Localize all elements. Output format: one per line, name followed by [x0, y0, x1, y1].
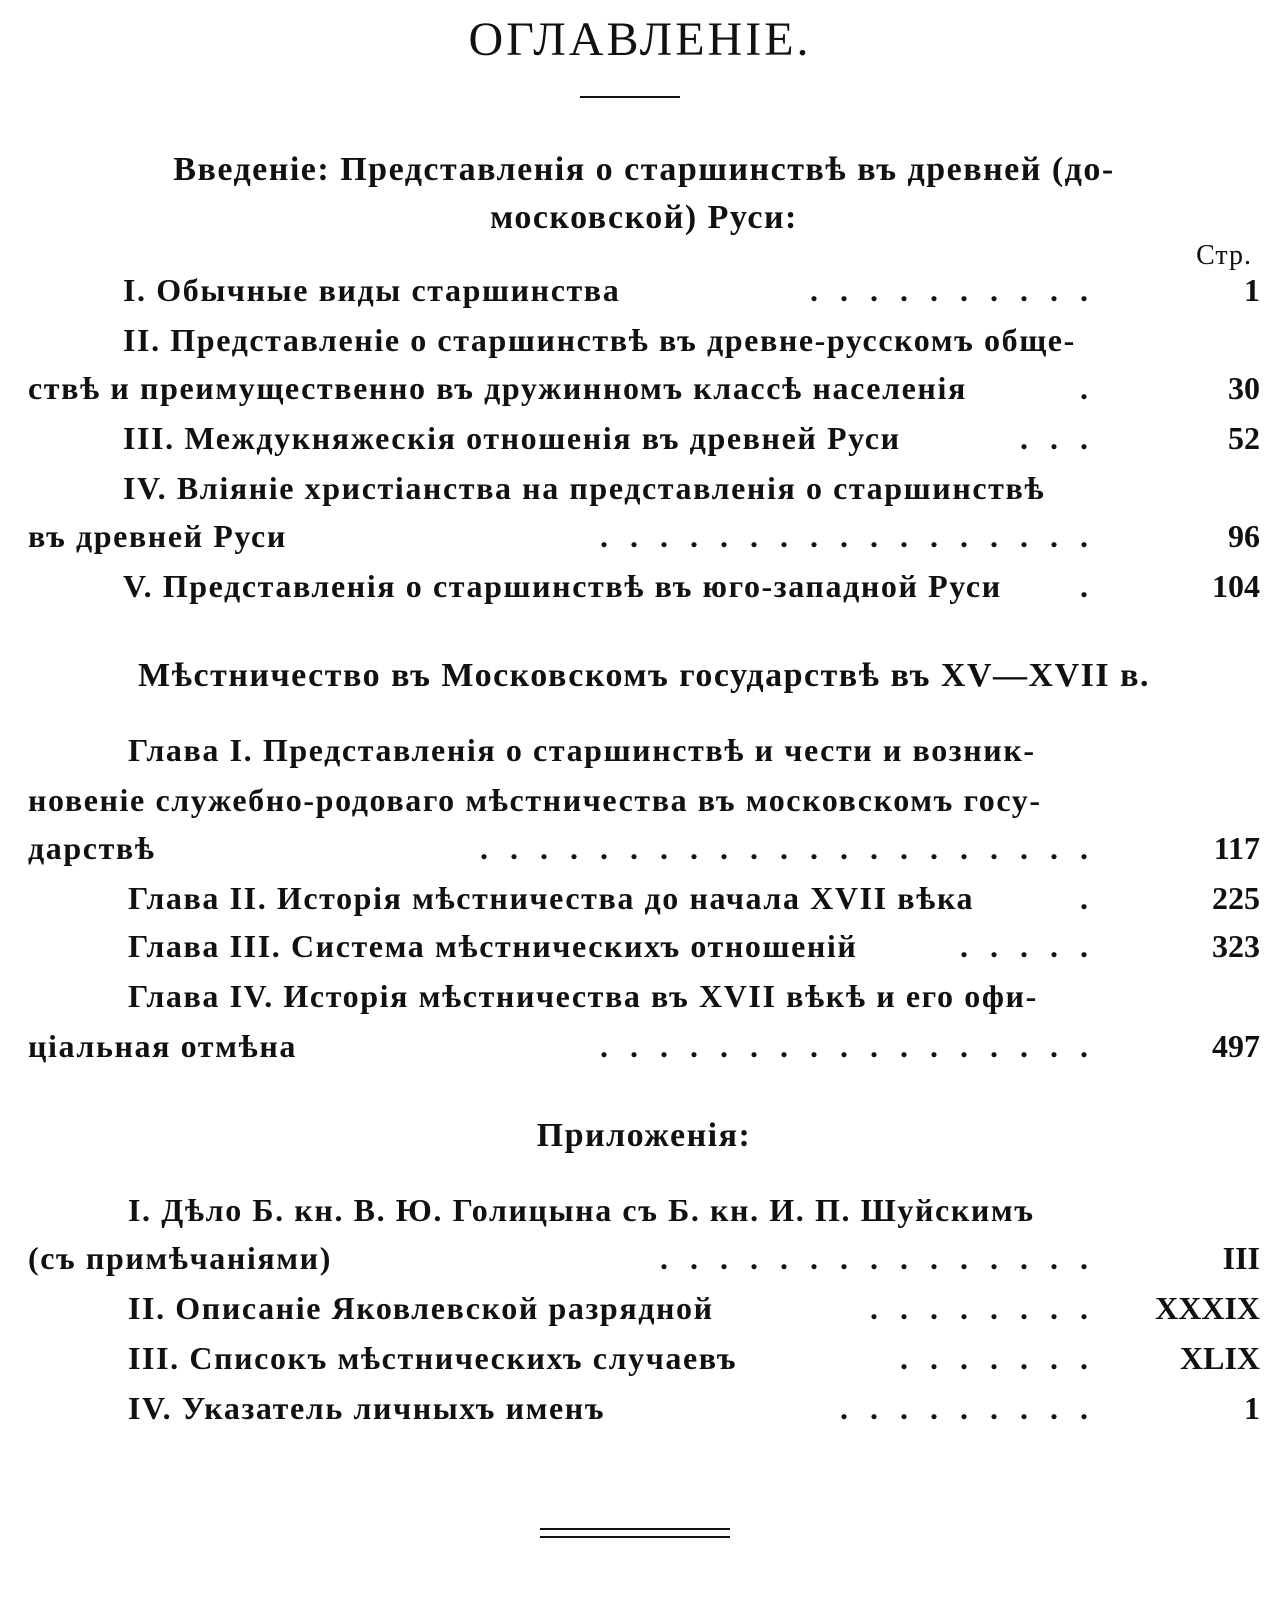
page-number: 497 [1212, 1028, 1260, 1064]
toc-entry [28, 1334, 1260, 1382]
dot-leader: ......... [840, 1390, 1110, 1426]
entry-title: дарствѣ [28, 830, 156, 866]
toc-entry [28, 562, 1260, 610]
toc-entry [28, 824, 1260, 872]
entry-title: Глава II. Исторія мѣстничества до начала XVII вѣка [128, 880, 975, 916]
intro-heading-line2: московской) Руси: [490, 199, 798, 236]
entry-title-line1: I. Дѣло Б. кн. В. Ю. Голицына съ Б. кн. И. П. Шуйскимъ [128, 1192, 1035, 1228]
entry-title: III. Списокъ мѣстническихъ случаевъ [128, 1340, 738, 1376]
toc-entry [28, 1284, 1260, 1332]
entry-title: I. Обычные виды старшинства [123, 272, 621, 308]
toc-entry [28, 1384, 1260, 1432]
page-number: 225 [1212, 880, 1260, 916]
toc-entry [28, 1022, 1260, 1070]
title-rule [580, 96, 680, 98]
entry-title-line1: II. Представленіе о старшинствѣ въ древне-русскомъ обще- [123, 322, 1076, 358]
page-number: 1 [1244, 1390, 1260, 1426]
toc-entry-line1 [28, 726, 1260, 774]
dot-leader: . [1080, 880, 1110, 916]
entry-title: ствѣ и преимущественно въ дружинномъ классѣ населенія [28, 370, 967, 406]
entry-title: (съ примѣчаніями) [28, 1240, 332, 1276]
toc-entry [28, 512, 1260, 560]
entry-title: ціальная отмѣна [28, 1028, 297, 1064]
main-heading: Мѣстничество въ Московскомъ государствѣ въ XV—XVII в. [138, 657, 1150, 694]
dot-leader: . [1080, 370, 1110, 406]
entry-title-line1: Глава IV. Исторія мѣстничества въ XVII вѣкѣ и его офи- [128, 978, 1038, 1014]
dot-leader: ... [1020, 420, 1110, 456]
dot-leader: .......... [810, 272, 1110, 308]
intro-heading-line1: Введеніе: Представленія о старшинствѣ въ древней (до- [173, 151, 1115, 188]
dot-leader: ............... [660, 1240, 1110, 1276]
appendix-heading: Приложенія: [536, 1117, 752, 1154]
entry-title-line1: Глава I. Представленія о старшинствѣ и чести и возник- [128, 732, 1036, 768]
entry-title-line1: IV. Вліяніе христіанства на представленія о старшинствѣ [123, 470, 1046, 506]
entry-title: Глава III. Система мѣстническихъ отношеній [128, 928, 858, 964]
toc-entry-line1 [28, 972, 1260, 1020]
dot-leader: ........ [870, 1290, 1110, 1326]
toc-entry [28, 1234, 1260, 1282]
page-number: XXXIX [1155, 1290, 1260, 1326]
dot-leader: . [1080, 568, 1110, 604]
entry-title-line2: новеніе служебно-родоваго мѣстничества въ московскомъ госу- [28, 782, 1042, 818]
end-rule-bottom [540, 1536, 730, 1538]
toc-entry-line2 [28, 776, 1260, 824]
page-number: 117 [1213, 830, 1260, 866]
toc-entry-line1 [28, 1186, 1260, 1234]
end-rule-top [540, 1528, 730, 1530]
toc-entry-line1 [28, 316, 1260, 364]
dot-leader: ....... [900, 1340, 1110, 1376]
page-number: 1 [1244, 272, 1260, 308]
dot-leader: ..... [960, 928, 1110, 964]
dot-leader: ..................... [480, 830, 1110, 866]
toc-entry [28, 266, 1260, 314]
toc-entry [28, 364, 1260, 412]
page-column-label: Стр. [1196, 240, 1252, 271]
page-number: III [1222, 1240, 1260, 1276]
entry-title: II. Описаніе Яковлевской разрядной [128, 1290, 714, 1326]
page-number: 323 [1212, 928, 1260, 964]
toc-entry [28, 414, 1260, 462]
toc-entry [28, 874, 1260, 922]
entry-title: въ древней Руси [28, 518, 287, 554]
toc-entry-line1 [28, 464, 1260, 512]
page-title: ОГЛАВЛЕНІЕ. [468, 13, 812, 66]
page-number: 104 [1212, 568, 1260, 604]
entry-title: III. Междукняжескія отношенія въ древней Руси [123, 420, 901, 456]
page-number: XLIX [1179, 1340, 1260, 1376]
dot-leader: ................. [600, 518, 1110, 554]
page-number: 30 [1228, 370, 1260, 406]
entry-title: V. Представленія о старшинствѣ въ юго-западной Руси [123, 568, 1002, 604]
page-number: 52 [1228, 420, 1260, 456]
entry-title: IV. Указатель личныхъ именъ [128, 1390, 606, 1426]
dot-leader: ................. [600, 1028, 1110, 1064]
page-number: 96 [1228, 518, 1260, 554]
toc-entry [28, 922, 1260, 970]
